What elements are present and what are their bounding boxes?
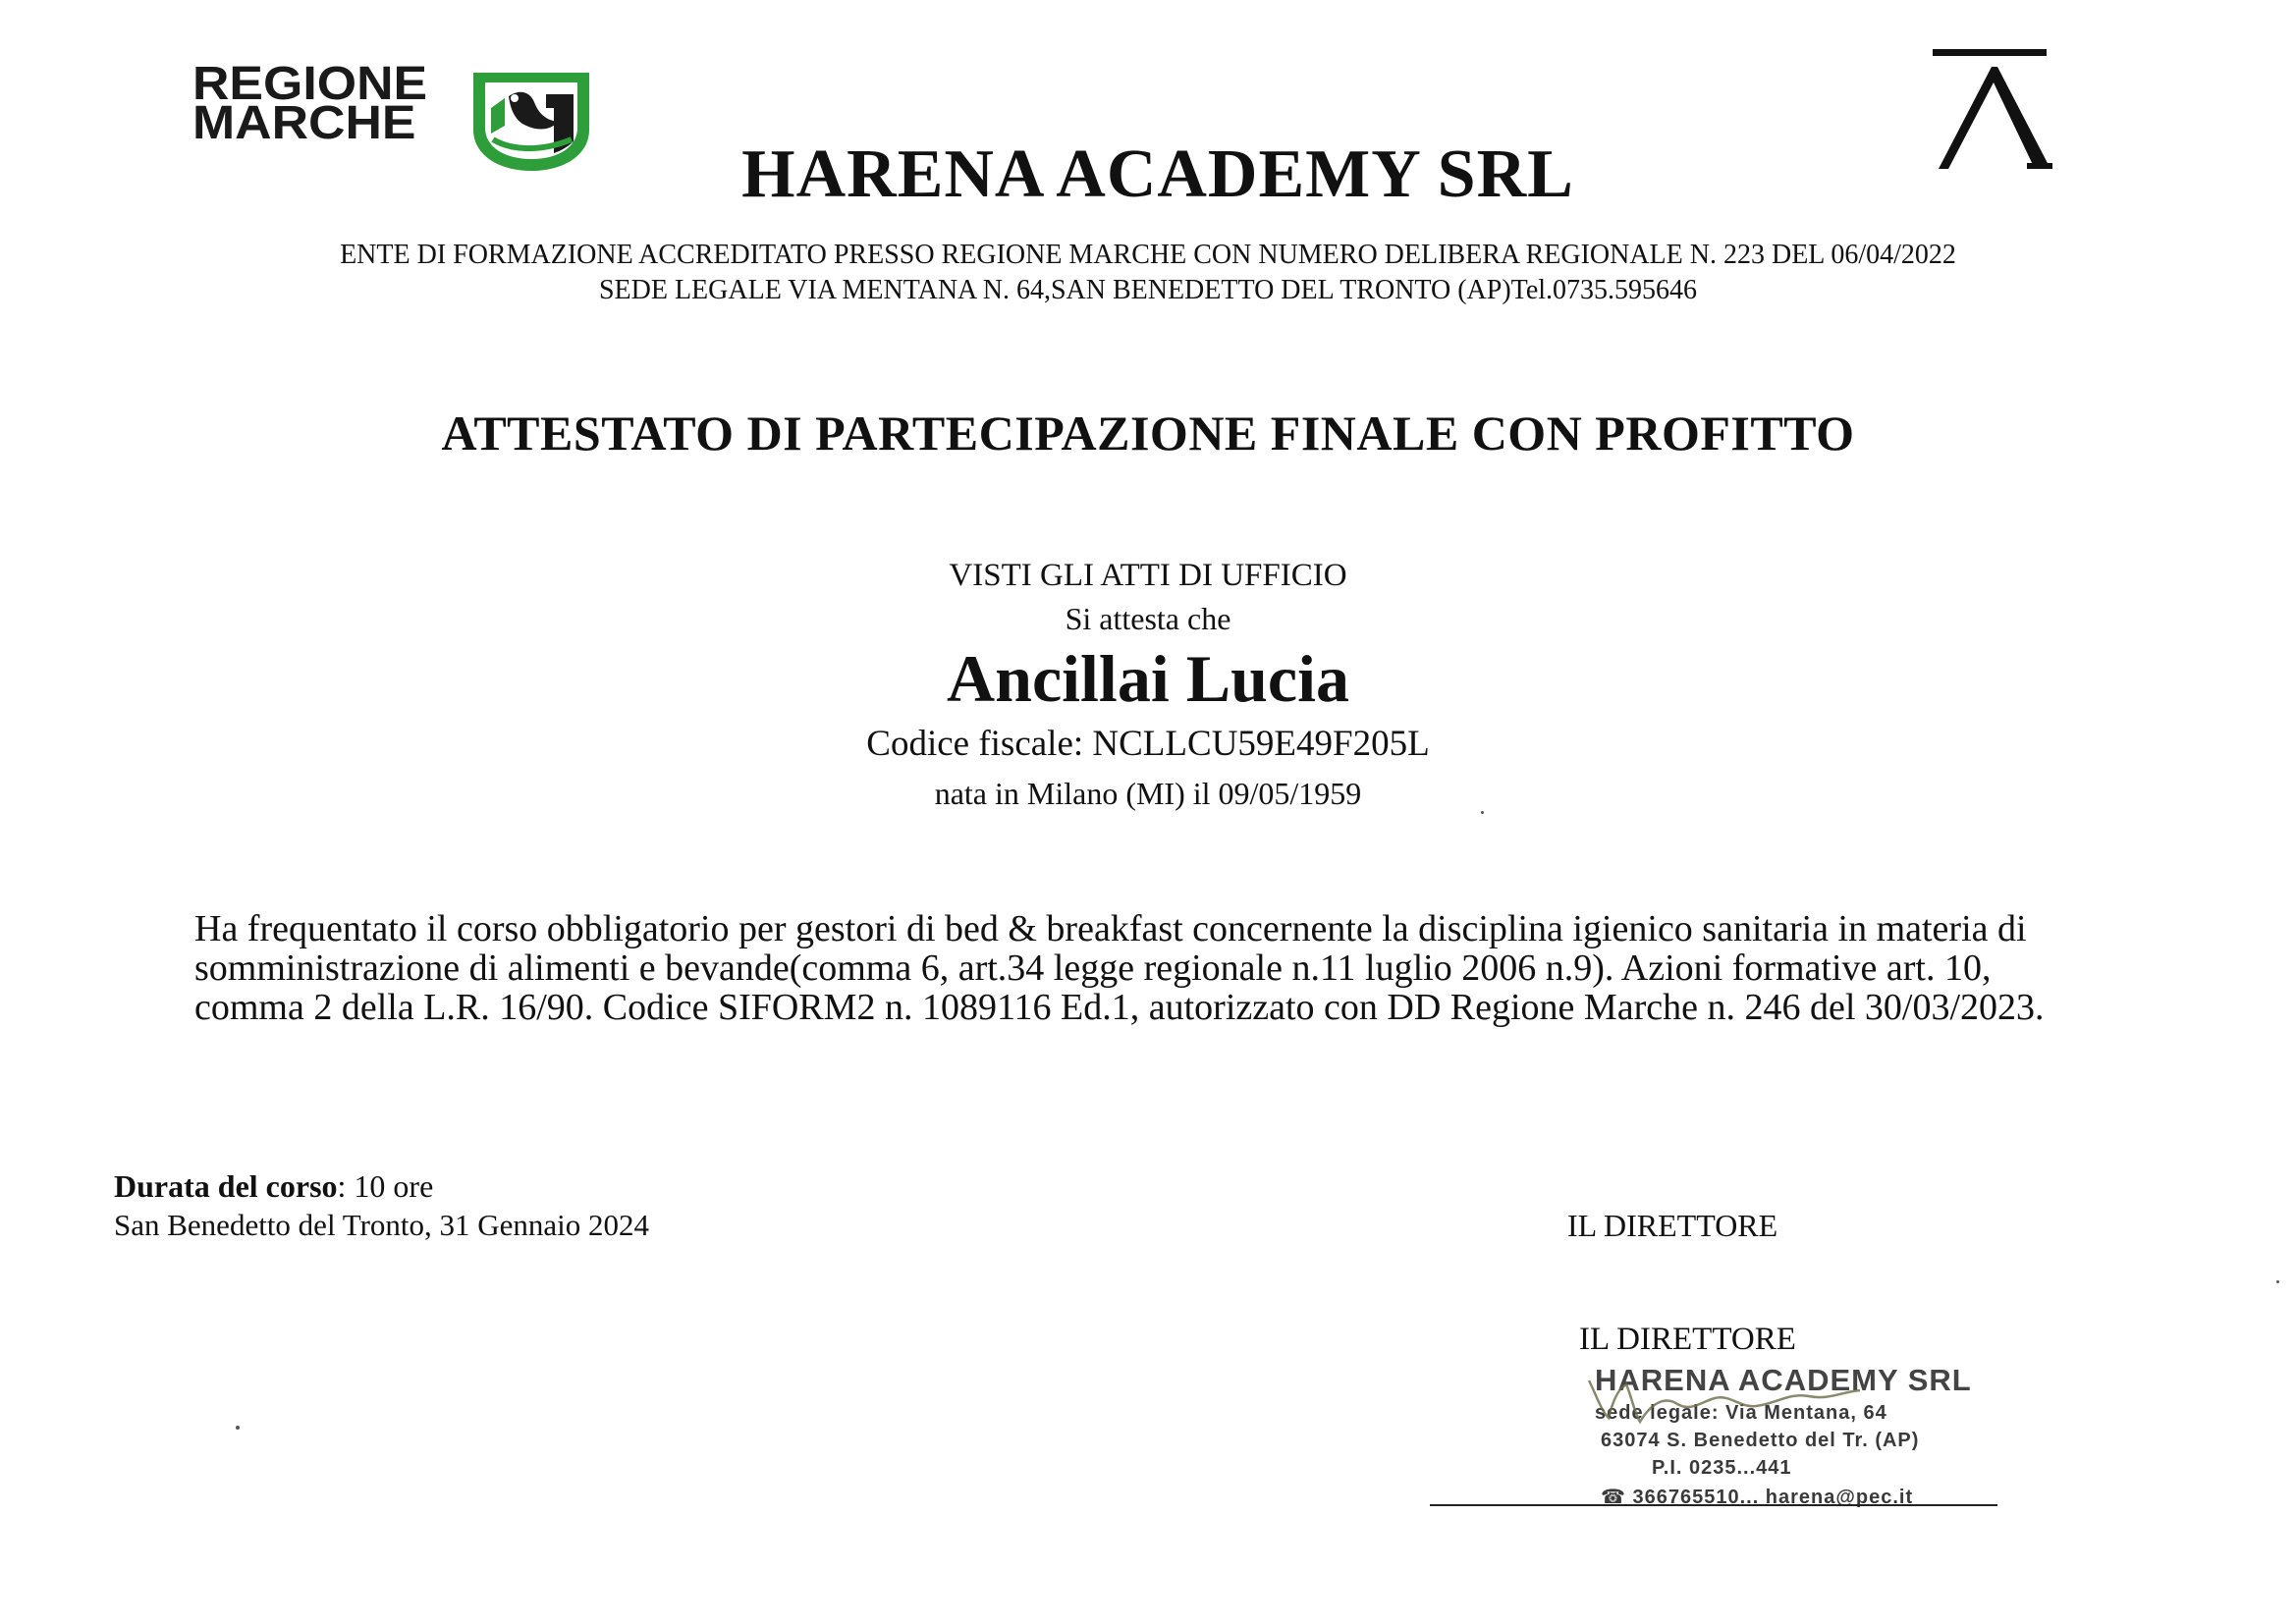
duration-value: : 10 ore [337,1168,434,1204]
accreditation-line: ENTE DI FORMAZIONE ACCREDITATO PRESSO REGIONE MARCHE CON NUMERO DELIBERA REGIONALE N. 223 DEL 06/04/2022 [340,240,1956,270]
scan-speck [2276,1280,2279,1283]
visti-line: VISTI GLI ATTI DI UFFICIO [949,558,1347,593]
stamp-contacts: ☎ 366765510... harena@pec.it [1601,1487,1914,1508]
director-label-stamp: IL DIRETTORE [1579,1322,1796,1357]
signature-line [1430,1504,1997,1506]
certificate-title-text: ATTESTATO DI PARTECIPAZIONE FINALE CON PROFITTO [441,406,1855,460]
logo-line-regione: REGIONE [192,58,428,110]
recipient-name: Ancillai Lucia [947,641,1349,716]
duration-label: Durata del corso [114,1168,338,1204]
handwritten-signature [1583,1363,1897,1441]
birth-info: nata in Milano (MI) il 09/05/1959 [934,776,1362,811]
scan-speck [1481,811,1484,814]
organization-title [0,135,2296,214]
attesta-line: Si attesta che [1065,601,1231,636]
stamp-company-name: HARENA ACADEMY SRL [1595,1363,1972,1397]
stamp-vat: P.I. 0235...441 [1652,1457,1792,1479]
stamp-city: 63074 S. Benedetto del Tr. (AP) [1601,1430,1920,1451]
scan-speck [236,1426,240,1430]
organization-title-text: HARENA ACADEMY SRL [741,136,1574,212]
fiscal-code: Codice fiscale: NCLLCU59E49F205L [866,724,1430,764]
certificate-title [0,405,2296,461]
course-duration [114,1168,433,1205]
course-description: Ha frequentato il corso obbligatorio per gestori di bed & breakfast concernente la disciplina igienico sanitaria in materia di somministrazione di alimenti e bevande(comma 6, art.34 legge regionale n.11 luglio 2006 n.9). Azioni formative art. 10, comma 2 della L.R. 16/90. Codice SIFORM2 n. 1089116 Ed.1, autorizzato con DD Regione Marche n. 246 del 30/03/2023. [194,908,2045,1028]
place-and-date: San Benedetto del Tronto, 31 Gennaio 2024 [114,1208,650,1242]
logo-line-marche: MARCHE [192,97,416,149]
regione-marche-logo-text [192,58,428,149]
director-label: IL DIRETTORE [1567,1208,1778,1243]
address-line: SEDE LEGALE VIA MENTANA N. 64,SAN BENEDETTO DEL TRONTO (AP)Tel.0735.595646 [598,275,1698,305]
stamp-address: sede legale: Via Mentana, 64 [1595,1402,1887,1424]
